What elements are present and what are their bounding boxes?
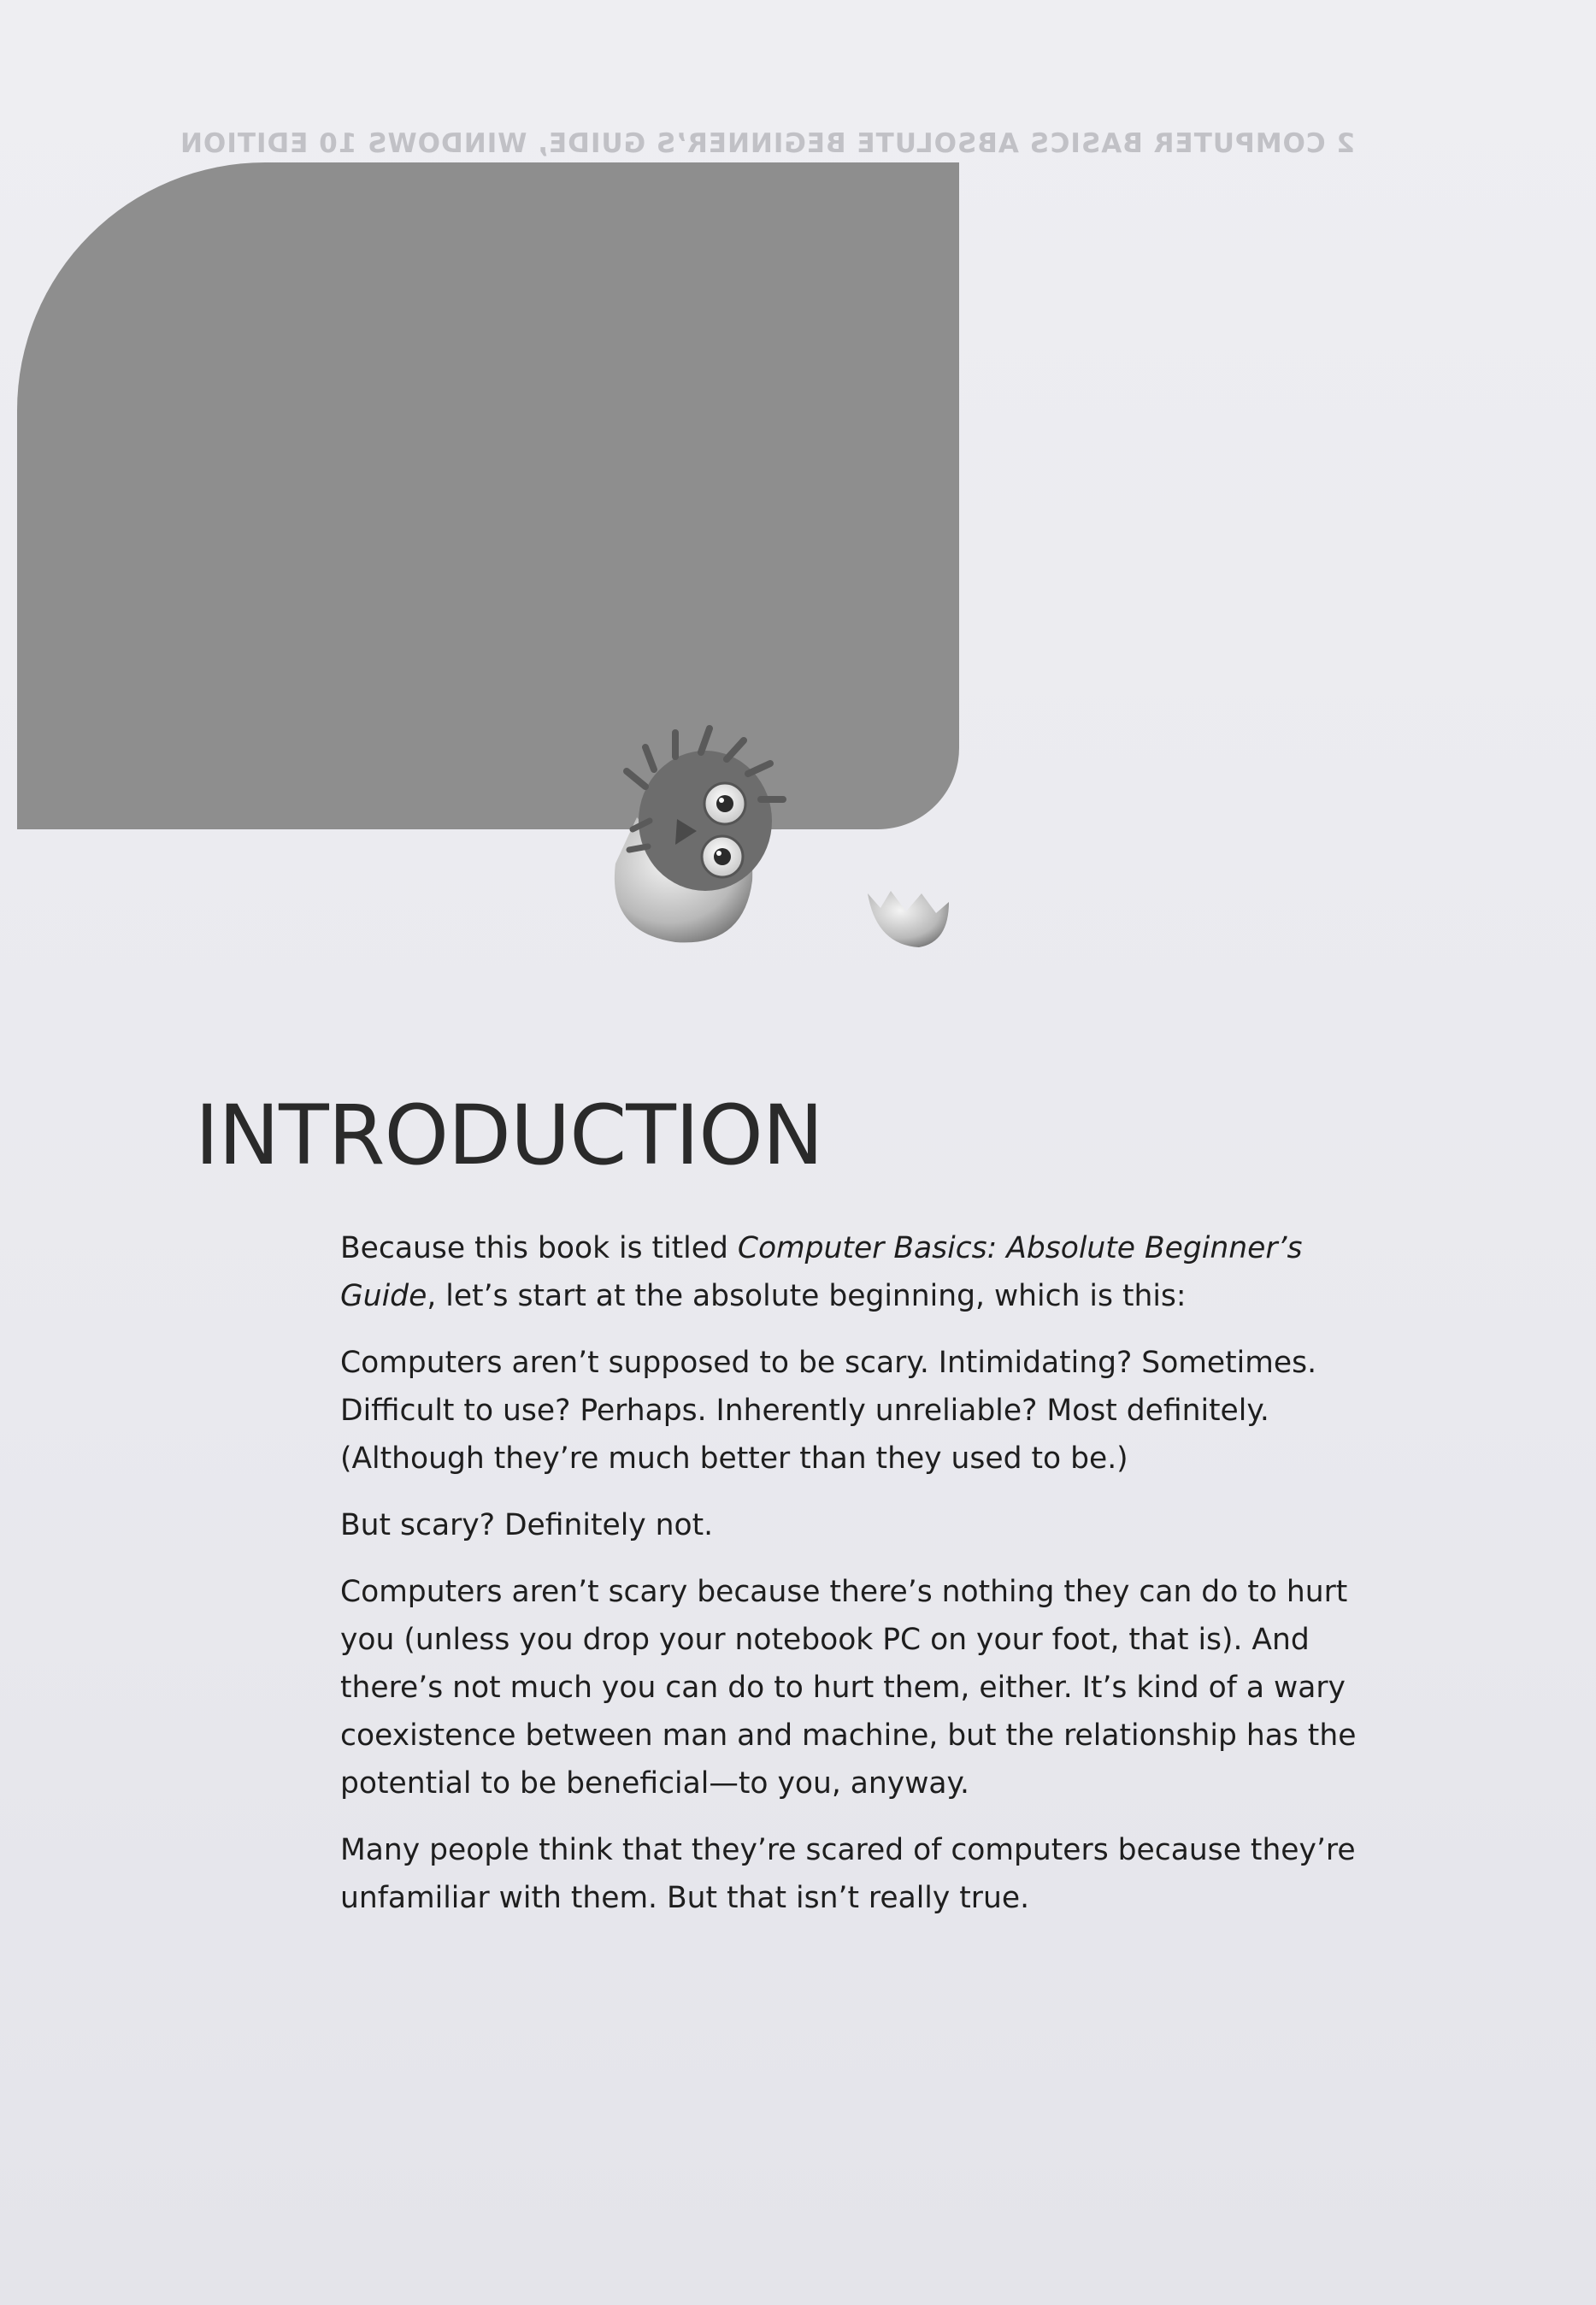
paragraph-text: , let’s start at the absolute beginning, which is this:: [427, 1279, 1187, 1313]
paragraph-text: Because this book is titled: [340, 1231, 738, 1265]
book-title: Computer Basics: Absolute Beginner’s Guide: [340, 1231, 1303, 1313]
hatching-chick-illustration: [581, 718, 949, 966]
paragraph: Many people think that they’re scared of computers because they’re unfamiliar with them. But that isn’t really true.: [340, 1833, 1356, 1915]
chapter-body: [340, 1224, 1366, 1941]
bleed-through-header: 2 COMPUTER BASICS ABSOLUTE BEGINNER’S GUIDE, WINDOWS 10 EDITION: [180, 128, 1356, 159]
paragraph: [340, 1224, 1366, 1320]
paragraph: Computers aren’t supposed to be scary. Intimidating? Sometimes. Difficult to use? Perhaps. Inherently unreliable? Most definitely. (Although they’re much better than they used to be.): [340, 1346, 1317, 1476]
paragraph: Computers aren’t scary because there’s nothing they can do to hurt you (unless you drop your notebook PC on your foot, that is). And there’s not much you can do to hurt them, either. It’s kind of a wary coexistence between man and machine, but the relationship has the potential to be beneficial—to you, anyway.: [340, 1575, 1357, 1801]
broken-shell-piece-icon: [868, 891, 949, 947]
chapter-heading: INTRODUCTION: [195, 1088, 823, 1183]
paragraph: But scary? Definitely not.: [340, 1508, 714, 1542]
